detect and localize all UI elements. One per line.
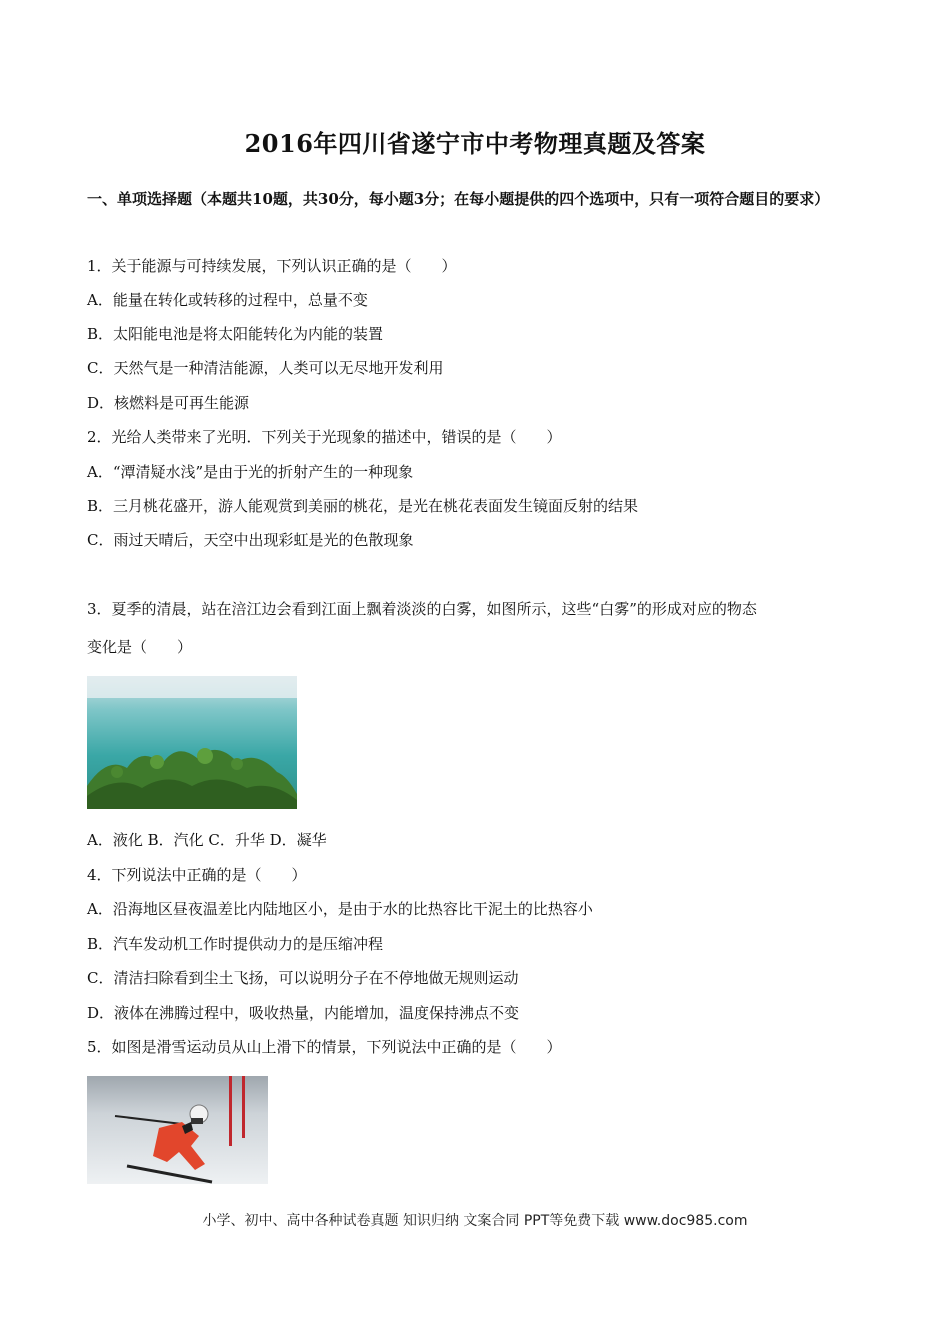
question-1-option-c: C．天然气是一种清洁能源，人类可以无尽地开发利用	[87, 359, 444, 377]
question-4-option-b: B．汽车发动机工作时提供动力的是压缩冲程	[87, 935, 384, 953]
page-footer: 小学、初中、高中各种试卷真题 知识归纳 文案合同 PPT等免费下载 www.doc985.com	[202, 1213, 748, 1229]
section-heading: 一、单项选择题（本题共10题，共30分，每小题3分；在每小题提供的四个选项中，只有一项符合题目的要求）	[87, 190, 830, 208]
question-4-stem: 4．下列说法中正确的是（ ）	[87, 866, 307, 884]
question-4-option-d: D．液体在沸腾过程中，吸收热量，内能增加，温度保持沸点不变	[87, 1004, 520, 1022]
question-2-option-b: B．三月桃花盛开，游人能观赏到美丽的桃花，是光在桃花表面发生镜面反射的结果	[87, 497, 639, 515]
question-5-stem: 5．如图是滑雪运动员从山上滑下的情景，下列说法中正确的是（ ）	[87, 1038, 562, 1056]
skier-photo	[87, 1076, 268, 1184]
question-3-options: A．液化 B．汽化 C．升华 D．凝华	[87, 831, 327, 849]
question-3-stem-line-1: 3．夏季的清晨，站在涪江边会看到江面上飘着淡淡的白雾，如图所示，这些“白雾”的形成对应的物态	[87, 600, 757, 618]
page-title: 2016年四川省遂宁市中考物理真题及答案	[244, 129, 706, 158]
question-1-option-d: D．核燃料是可再生能源	[87, 394, 250, 412]
question-4-option-c: C．清洁扫除看到尘土飞扬，可以说明分子在不停地做无规则运动	[87, 969, 519, 987]
question-1-option-b: B．太阳能电池是将太阳能转化为内能的装置	[87, 325, 384, 343]
question-3-stem-line-2: 变化是（ ）	[87, 638, 193, 656]
question-2-option-c: C．雨过天晴后，天空中出现彩虹是光的色散现象	[87, 531, 414, 549]
question-1-option-a: A．能量在转化或转移的过程中，总量不变	[87, 291, 368, 309]
question-1-stem: 1．关于能源与可持续发展，下列认识正确的是（ ）	[87, 257, 457, 275]
question-2-stem: 2．光给人类带来了光明．下列关于光现象的描述中，错误的是（ ）	[87, 428, 562, 446]
question-4-option-a: A．沿海地区昼夜温差比内陆地区小，是由于水的比热容比干泥土的比热容小	[87, 900, 593, 918]
river-fog-photo	[87, 676, 297, 809]
question-2-option-a: A．“潭清疑水浅”是由于光的折射产生的一种现象	[87, 463, 414, 481]
